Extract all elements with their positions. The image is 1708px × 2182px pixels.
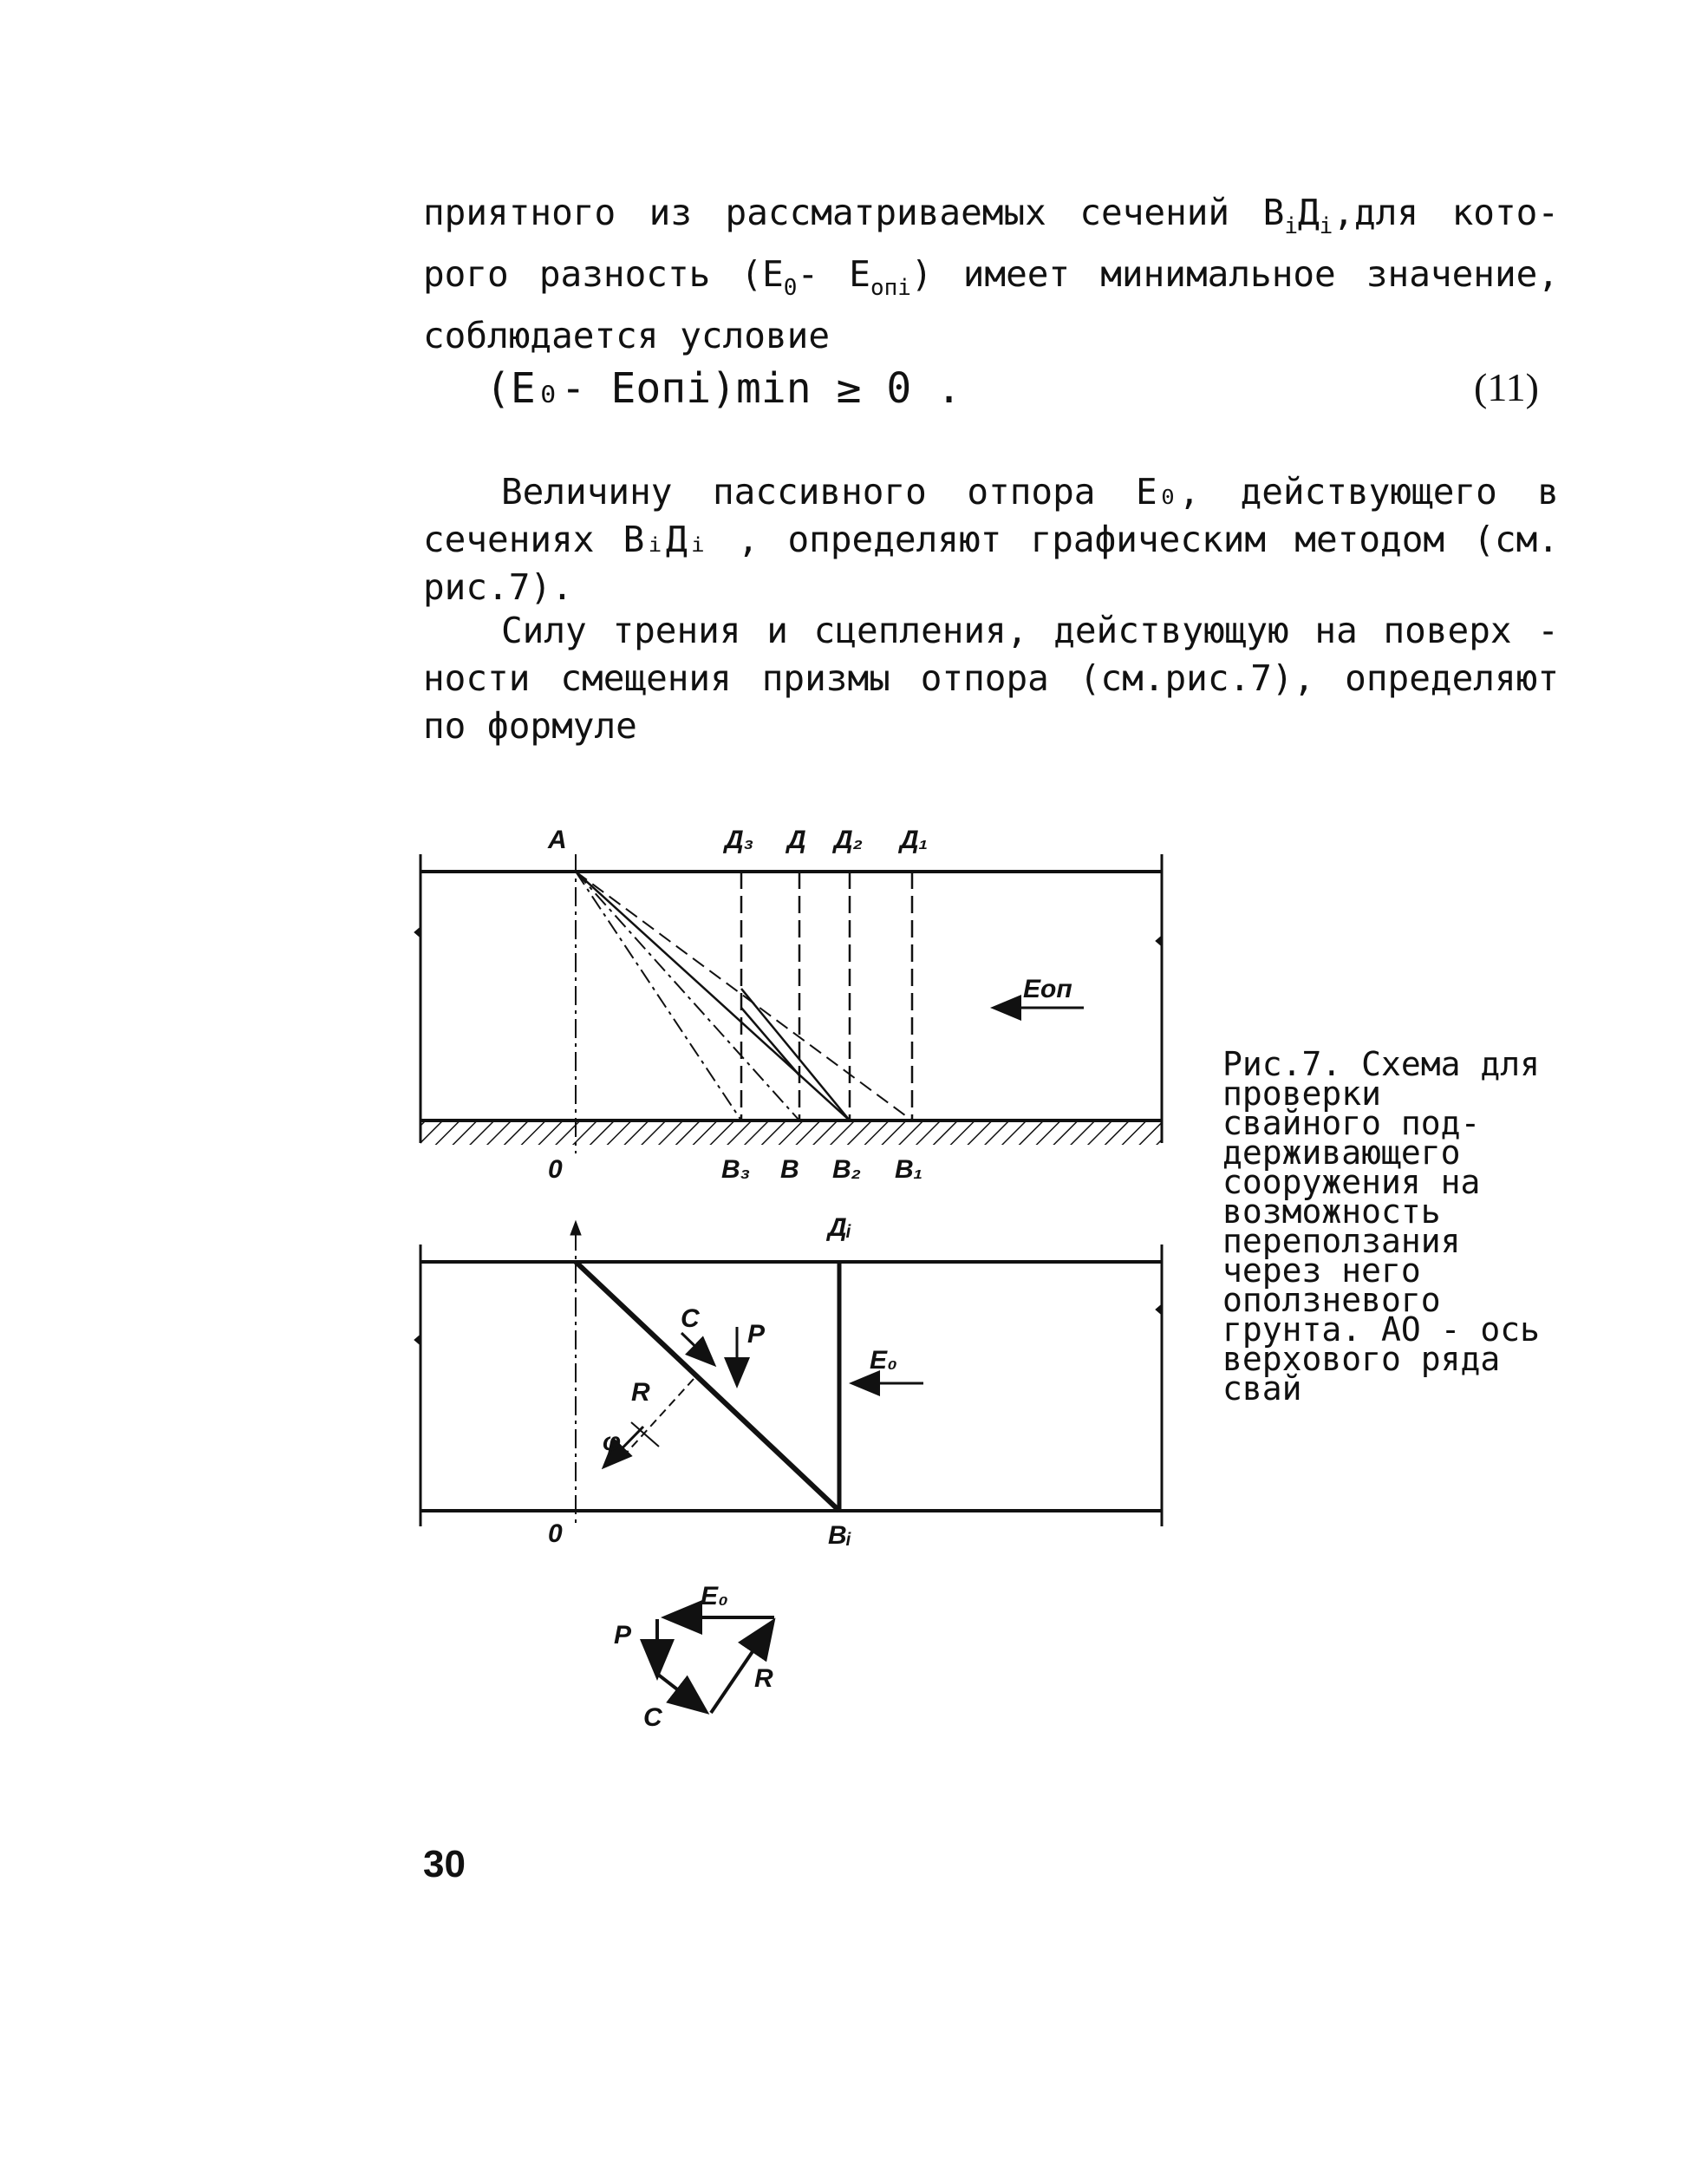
slip-surface <box>576 1262 839 1511</box>
slip-line-B3 <box>576 872 741 1120</box>
tri-label-E0: E₀ <box>701 1582 728 1610</box>
break-mark <box>414 1335 420 1345</box>
label-B1: B₁ <box>895 1155 923 1184</box>
p1-sub-i: i <box>1284 213 1298 239</box>
tie-line-1 <box>741 989 850 1120</box>
p1-b: B <box>1262 192 1285 233</box>
break-mark <box>414 927 420 937</box>
paragraph-3: Силу трения и сцепления, действующую на поверх - ности смещения призмы отпора (см.рис.7), определяют по формуле <box>423 610 1559 747</box>
label-O-lower: 0 <box>548 1519 563 1548</box>
label-B3: B₃ <box>721 1155 751 1184</box>
p1-e0: (E <box>740 253 784 295</box>
label-D: Д <box>787 826 806 854</box>
c-arrow <box>681 1333 713 1363</box>
p1-close: ) <box>910 253 933 295</box>
label-R: R <box>631 1378 650 1407</box>
label-O-upper: 0 <box>548 1155 563 1184</box>
label-D1: Д₁ <box>900 826 929 854</box>
label-A: A <box>548 826 567 854</box>
p1-e0-sub: 0 <box>783 275 798 301</box>
tri-label-P: P <box>614 1621 632 1650</box>
tri-label-R: R <box>754 1664 773 1693</box>
lower-diagram <box>414 1221 1162 1526</box>
p1-text-a: приятного из рассматриваемых сечений <box>423 192 1263 233</box>
figure-caption: Рис.7. Схема для проверки свайного под-держивающего сооружения на возможность переползания через него оползневого грунта. АО - ось верхового ряда свай <box>1222 1045 1541 1408</box>
label-Eon: Eоп <box>1023 975 1072 1003</box>
axis-arrowhead <box>570 1221 581 1235</box>
label-C: C <box>681 1304 700 1333</box>
ground-hatch <box>420 1120 1162 1145</box>
p1-sub-i2: i <box>1319 213 1333 239</box>
equation-number: (11) <box>1474 365 1539 409</box>
upper-diagram <box>414 854 1162 1153</box>
page-number: 30 <box>423 1843 466 1885</box>
label-Bi: Bᵢ <box>828 1521 851 1550</box>
slip-line-B2 <box>576 872 850 1120</box>
slip-line-B1 <box>576 872 912 1120</box>
p1-eon-sub: опi <box>870 275 911 301</box>
tie-line-2 <box>741 1008 799 1075</box>
label-P: P <box>747 1320 766 1349</box>
paragraph-2: Величину пассивного отпора E₀, действующего в сечениях BᵢДᵢ , определяют графическим методом (см. рис.7). <box>423 471 1559 608</box>
label-E0: E₀ <box>870 1346 897 1375</box>
p1-eon: - E <box>797 253 870 295</box>
label-D3: Д₃ <box>725 826 754 854</box>
tri-label-C: C <box>643 1703 662 1732</box>
p1-d: Д <box>1297 192 1320 233</box>
label-Di: Дᵢ <box>828 1213 851 1242</box>
label-D2: Д₂ <box>834 826 864 854</box>
break-mark <box>1156 1304 1162 1315</box>
formula-11: (E₀- Eопi)min ≥ 0 . <box>486 364 962 413</box>
p1-text-b: ,для кото-рого разность <box>423 192 1560 295</box>
break-mark <box>1156 936 1162 946</box>
p1-text-c: имеет минимальное значение, соблюдается условие <box>423 253 1560 356</box>
label-B: B <box>780 1155 799 1184</box>
label-phi: φ <box>603 1427 622 1456</box>
tri-c-arrow <box>657 1674 704 1710</box>
slip-line-B <box>576 872 799 1120</box>
label-B2: B₂ <box>832 1155 862 1184</box>
